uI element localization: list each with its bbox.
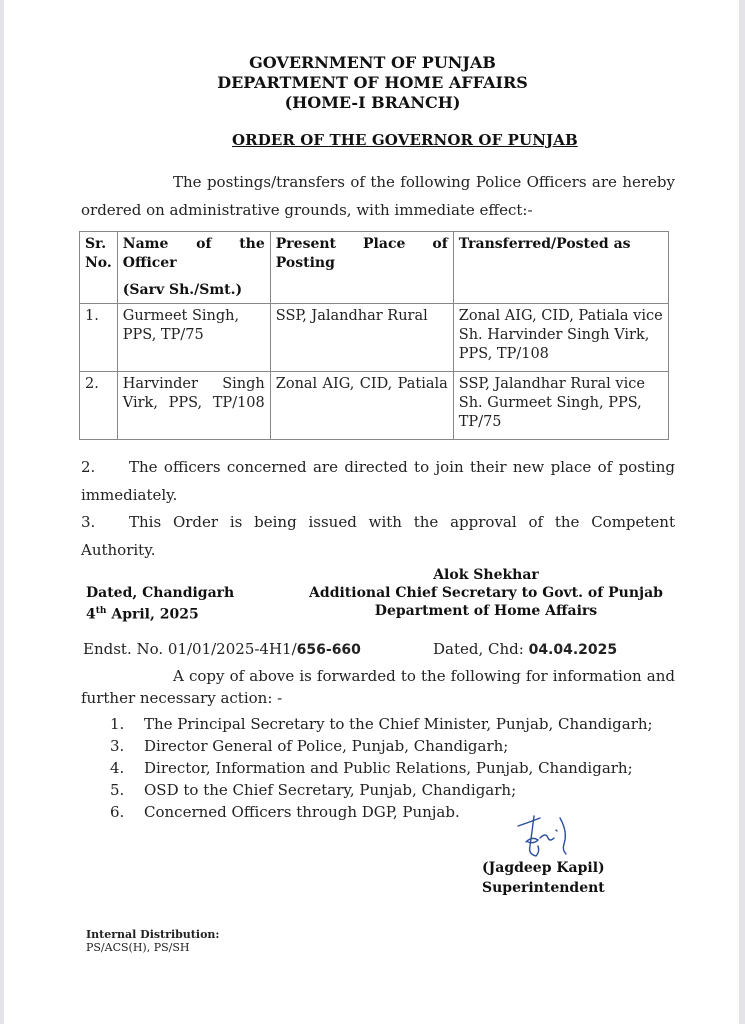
cell-name: Gurmeet Singh, PPS, TP/75 (117, 304, 270, 372)
issuer-name: Alok Shekhar (433, 567, 539, 583)
endorsement-number: 656-660 (296, 642, 361, 658)
header-department: DEPARTMENT OF HOME AFFAIRS (217, 73, 528, 92)
cell-present: Zonal AIG, CID, Patiala (270, 372, 453, 440)
cell-sr: 1. (80, 304, 118, 372)
order-title: ORDER OF THE GOVERNOR OF PUNJAB (232, 131, 578, 149)
issuer-block (300, 566, 672, 620)
endorsement-line (83, 640, 618, 658)
endorsement-date: Dated, Chd: 04.04.2025 (433, 640, 618, 658)
paragraph-3 (81, 508, 675, 564)
issuer-department: Department of Home Affairs (374, 603, 598, 619)
cell-sr: 2. (80, 372, 118, 440)
document-header (0, 53, 745, 113)
paragraph-text: The officers concerned are directed to join their new place of posting immediately. (81, 458, 675, 504)
header-name-sub: (Sarv Sh./Smt.) (122, 282, 243, 298)
dated-date: 4th April, 2025 (86, 606, 199, 623)
header-sr-no: Sr. No. (80, 232, 118, 304)
paragraph-number: 3. (81, 513, 96, 531)
cell-name: Harvinder Singh Virk, PPS, TP/108 (117, 372, 270, 440)
list-item: 6. Concerned Officers through DGP, Punjab. (110, 803, 460, 821)
dated-block (86, 584, 234, 624)
signer-name: (Jagdeep Kapil) (482, 860, 605, 876)
list-item: 5. OSD to the Chief Secretary, Punjab, Chandigarh; (110, 781, 517, 799)
internal-distribution-title: Internal Distribution: (86, 928, 220, 941)
header-present-posting: Present Place of Posting (270, 232, 453, 304)
list-item: 3. Director General of Police, Punjab, Chandigarh; (110, 737, 509, 755)
paragraph-2 (81, 453, 675, 509)
list-item: 4. Director, Information and Public Relations, Punjab, Chandigarh; (110, 759, 633, 777)
table-row (80, 304, 669, 372)
endorsement-prefix: Endst. No. 01/01/2025-4H1/ (83, 640, 297, 658)
distribution-list (110, 713, 653, 823)
transfer-table (79, 231, 669, 440)
table-header-row (80, 232, 669, 304)
signer-block (482, 858, 605, 898)
internal-distribution (86, 928, 219, 954)
header-transferred-as: Transferred/Posted as (453, 232, 668, 304)
cell-present: SSP, Jalandhar Rural (270, 304, 453, 372)
list-item: 1. The Principal Secretary to the Chief Minister, Punjab, Chandigarh; (110, 715, 653, 733)
intro-paragraph: The postings/transfers of the following Police Officers are hereby ordered on administrative grounds, with immediate effect:- (81, 173, 675, 219)
header-name-label: Name of the Officer (122, 236, 265, 271)
paragraph-number: 2. (81, 458, 96, 476)
paragraph-text: This Order is being issued with the approval of the Competent Authority. (81, 513, 675, 559)
handwritten-signature (516, 812, 576, 862)
signer-designation: Superintendent (482, 880, 605, 896)
cell-transferred: Zonal AIG, CID, Patiala vice Sh. Harvinder Singh Virk, PPS, TP/108 (453, 304, 668, 372)
dated-place: Dated, Chandigarh (86, 585, 235, 601)
header-officer-name (117, 232, 270, 304)
issuer-designation: Additional Chief Secretary to Govt. of Punjab (309, 585, 663, 601)
table-row (80, 372, 669, 440)
header-government: GOVERNMENT OF PUNJAB (249, 53, 496, 72)
forward-paragraph: A copy of above is forwarded to the following for information and further necessary action: - (81, 667, 675, 707)
internal-distribution-text: PS/ACS(H), PS/SH (86, 941, 190, 954)
cell-transferred: SSP, Jalandhar Rural vice Sh. Gurmeet Singh, PPS, TP/75 (453, 372, 668, 440)
header-branch: (HOME-I BRANCH) (284, 93, 461, 112)
